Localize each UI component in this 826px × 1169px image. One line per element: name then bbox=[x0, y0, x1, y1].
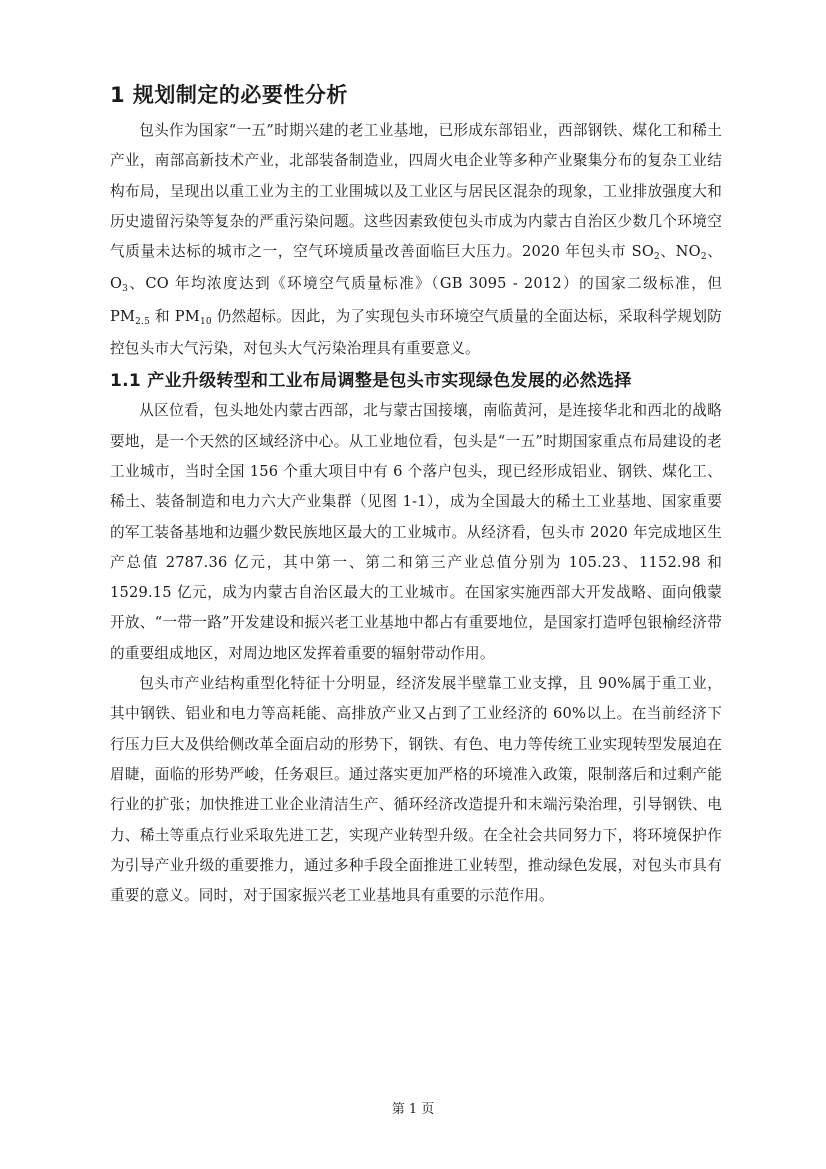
intro-text-4: 、CO 年均浓度达到《环境空气质量标准》（GB 3095 - 2012）的国家二级标准，但 PM bbox=[110, 275, 722, 325]
page-number: 第 1 页 bbox=[391, 1102, 435, 1117]
intro-text-5: 和 PM bbox=[150, 307, 200, 325]
intro-text-2: 、NO bbox=[659, 243, 701, 261]
subsection-title: 1.1 产业升级转型和工业布局调整是包头市实现绿色发展的必然选择 bbox=[110, 371, 632, 392]
intro-paragraph bbox=[110, 116, 722, 364]
so2-subscript: 2 bbox=[654, 252, 660, 263]
pm25-subscript: 2.5 bbox=[135, 316, 151, 327]
intro-text-3: 、O bbox=[110, 243, 723, 293]
section-title: 1 规划制定的必要性分析 bbox=[110, 83, 348, 107]
no2-subscript: 2 bbox=[700, 252, 707, 263]
o3-subscript: 3 bbox=[122, 284, 129, 295]
location-paragraph: 从区位看，包头地处内蒙古西部，北与蒙古国接壤，南临黄河，是连接华北和西北的战略要地，是一个天然的区域经济中心。从工业地位看，包头是“一五”时期国家重点布局建设的老工业城市，当时全国 156 个重大项目中有 6 个落户包头，现已经形成铝业、钢铁、煤化工、稀土、装备制造和电力六大产业集群（见图 1-1），成为全国最大的稀土工业基地、国家重要的军工装备基地和边疆少数民族地区最大的工业城市。从经济看，包头市 2020 年完成地区生产总值 2787.36 亿元，其中第一、第二和第三产业总值分别为 105.23、1152.98 和 1529.15 亿元，成为内蒙古自治区最大的工业城市。在国家实施西部大开发战略、面向俄蒙开放、“一带一路”开发建设和振兴老工业基地中都占有重要地位，是国家打造呼包银榆经济带的重要组成地区，对周边地区发挥着重要的辐射带动作用。 bbox=[110, 402, 722, 662]
intro-text-1: 包头作为国家“一五”时期兴建的老工业基地，已形成东部铝业，西部钢铁、煤化工和稀土产业，南部高新技术产业，北部装备制造业，四周火电企业等多种产业聚集分布的复杂工业结构布局，呈现出以重工业为主的工业围城以及工业区与居民区混杂的现象，工业排放强度大和历史遗留污染等复杂的严重污染问题。这些因素致使包头市成为内蒙古自治区少数几个环境空气质量未达标的城市之一，空气环境质量改善面临巨大压力。2020 年包头市 SO bbox=[110, 122, 722, 261]
industry-structure-paragraph: 包头市产业结构重型化特征十分明显，经济发展半壁靠工业支撑，且 90%属于重工业，其中钢铁、铝业和电力等高耗能、高排放产业又占到了工业经济的 60%以上。在当前经济下行压力巨大及供给侧改革全面启动的形势下，钢铁、有色、电力等传统工业实现转型发展迫在眉睫，面临的形势严峻，任务艰巨。通过落实更加严格的环境准入政策，限制落后和过剩产能行业的扩张；加快推进工业企业清洁生产、循环经济改造提升和末端污染治理，引导钢铁、电力、稀土等重点行业采取先进工艺，实现产业转型升级。在全社会共同努力下，将环境保护作为引导产业升级的重要推力，通过多种手段全面推进工业转型，推动绿色发展，对包头市具有重要的意义。同时，对于国家振兴老工业基地具有重要的示范作用。 bbox=[110, 675, 722, 905]
pm10-subscript: 10 bbox=[199, 316, 212, 327]
intro-text-6: 仍然超标。因此，为了实现包头市环境空气质量的全面达标，采取科学规划防控包头市大气污染，对包头大气污染治理具有重要意义。 bbox=[110, 307, 722, 358]
page-content bbox=[110, 80, 722, 911]
